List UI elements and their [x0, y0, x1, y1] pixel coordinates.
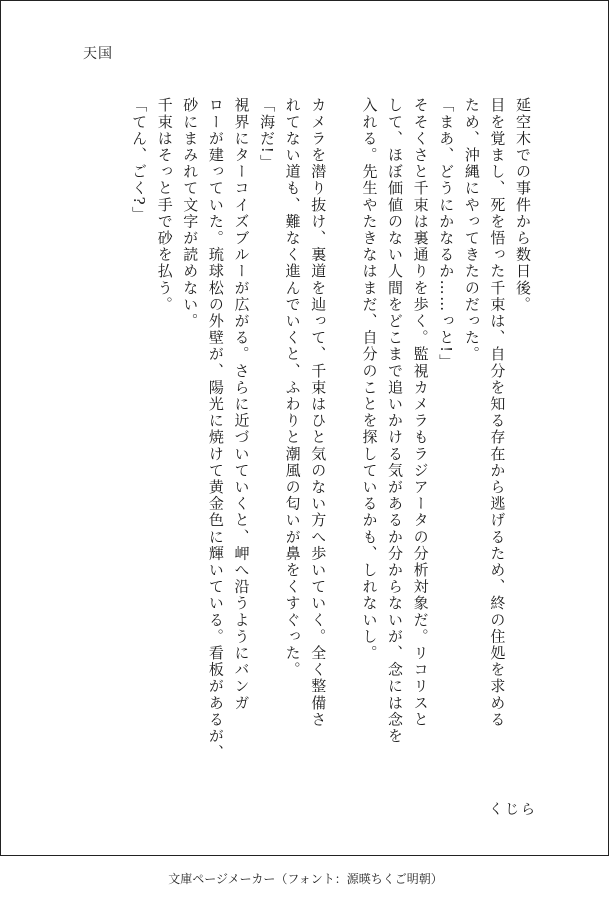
- text-line: 砂にまみれて文字が読めない。: [181, 97, 200, 330]
- text-line: 視界にターコイズブルーが広がる。さらに近づいていくと、岬へ沿うようにバンガ: [232, 97, 251, 712]
- text-line: カメラを潜り抜け、裏道を辿って、千束はひと気のない方へ歩いていく。全く整備さ: [309, 97, 328, 728]
- text-line: れてない道も、難なく進んでいくと、ふわりと潮風の匂いが鼻をくすぐった。: [283, 97, 302, 678]
- author-name: くじら: [489, 802, 537, 818]
- text-line: ローが建っていた。琉球松の外壁が、陽光に焼けて黄金色に輝いている。看板があるが、: [206, 97, 225, 761]
- text-line: 延空木での事件から数日後。: [514, 97, 532, 313]
- text-line: 「海だ!」: [258, 97, 277, 172]
- text-line: 「まあ、どうにかなるか……っと!」: [437, 97, 456, 371]
- text-line: して、ほぼ価値のない人間をどこまで追いかける気があるか分からないが、念には念を: [386, 97, 405, 745]
- text-line: 千束はそっと手で砂を払う。: [155, 97, 174, 313]
- text-line: そそくさと千束は裏通りを歩く。監視カメラもラジアータの分析対象だ。リコリスと: [411, 97, 430, 728]
- blank-line: [330, 97, 356, 777]
- text-line: 「てん、ごく?」: [130, 97, 149, 223]
- vertical-body-text: [73, 97, 535, 777]
- chapter-title: 天国: [83, 46, 113, 62]
- text-line: ため、沖縄にやってきたのだった。: [462, 97, 481, 363]
- text-line: 入れる。先生やたきなはまだ、自分のことを探しているかも、しれないし。: [360, 97, 379, 662]
- footer-caption: 文庫ページメーカー（フォント：源暎ちくご明朝）: [168, 872, 443, 886]
- text-line: 目を覚まし、死を悟った千束は、自分を知る存在から逃げるため、終の住処を求める: [488, 97, 507, 728]
